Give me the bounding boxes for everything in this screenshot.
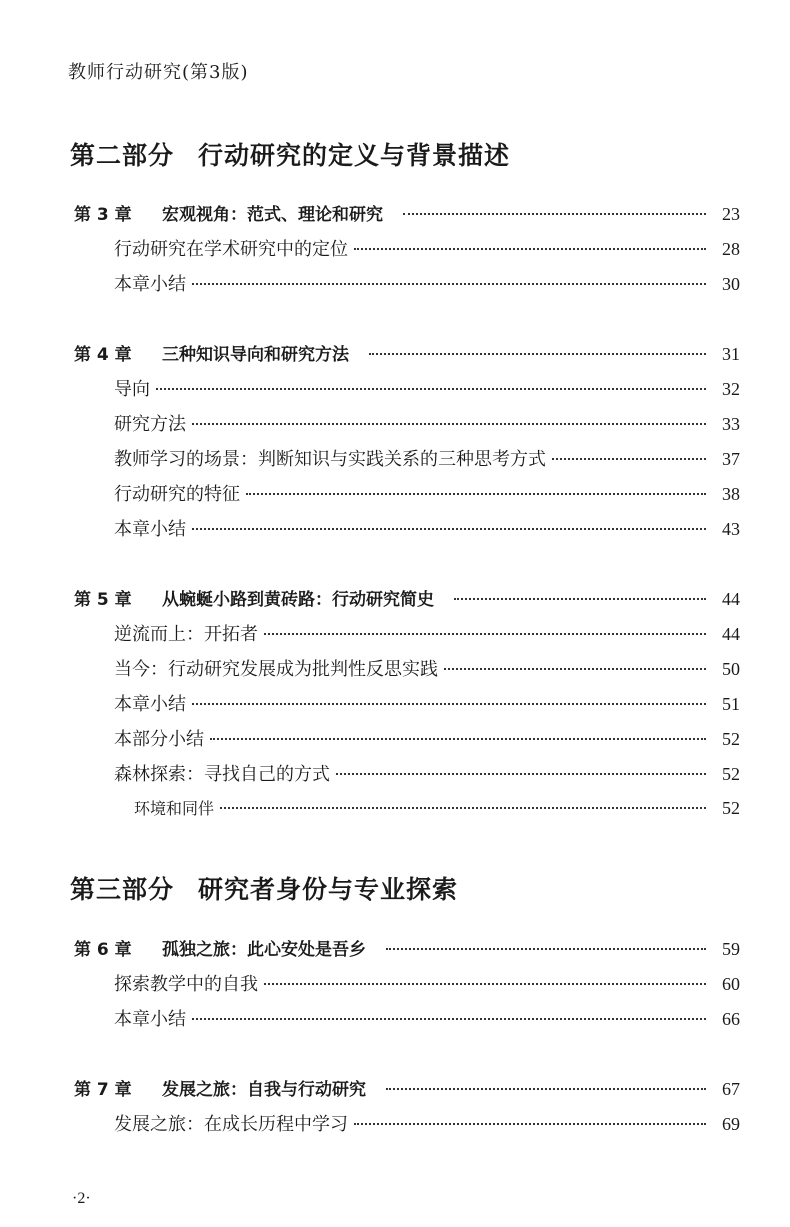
toc-chapter-row[interactable] bbox=[74, 200, 740, 230]
toc-section-row[interactable] bbox=[114, 480, 740, 510]
toc-chapter-row[interactable] bbox=[74, 585, 740, 615]
subsection-title: 环境和同伴 bbox=[134, 799, 215, 818]
dot-leader bbox=[220, 807, 706, 809]
page-number: 52 bbox=[722, 729, 740, 749]
section-title: 探索教学中的自我 bbox=[114, 974, 258, 995]
page-number: 43 bbox=[722, 519, 740, 539]
section-title: 导向 bbox=[114, 379, 150, 400]
section-title: 逆流而上：开拓者 bbox=[114, 624, 258, 645]
page-number: 37 bbox=[722, 449, 740, 469]
toc-section-row[interactable] bbox=[114, 620, 740, 650]
toc-section-row[interactable] bbox=[114, 410, 740, 440]
toc-chapter-label bbox=[74, 340, 349, 365]
dot-leader bbox=[192, 423, 706, 425]
toc-section-row[interactable] bbox=[114, 725, 740, 755]
part-number: 第二部分 bbox=[70, 141, 175, 170]
dot-leader bbox=[192, 283, 706, 285]
chapter-title: 从蜿蜒小路到黄砖路：行动研究简史 bbox=[162, 590, 434, 610]
section-title: 教师学习的场景：判断知识与实践关系的三种思考方式 bbox=[114, 449, 546, 470]
dot-leader bbox=[386, 1088, 706, 1090]
toc-section-row[interactable] bbox=[114, 655, 740, 685]
toc-section-row[interactable] bbox=[114, 515, 740, 545]
page-number: 28 bbox=[722, 239, 740, 259]
chapter-number: 第 7 章 bbox=[74, 1080, 132, 1100]
section-title: 本章小结 bbox=[114, 1009, 186, 1030]
running-head: 教师行动研究(第3版) bbox=[68, 62, 249, 83]
toc-chapter-row[interactable] bbox=[74, 935, 740, 965]
page-number: 30 bbox=[722, 274, 740, 294]
folio-page-number: ·2· bbox=[72, 1190, 91, 1207]
section-title: 研究方法 bbox=[114, 414, 186, 435]
toc-chapter-label bbox=[74, 1075, 366, 1100]
toc-section-row[interactable] bbox=[114, 235, 740, 265]
page-number: 52 bbox=[722, 764, 740, 784]
section-title: 本部分小结 bbox=[114, 729, 204, 750]
page-number: 67 bbox=[722, 1079, 740, 1099]
chapter-title: 孤独之旅：此心安处是吾乡 bbox=[162, 940, 366, 960]
page-number: 59 bbox=[722, 939, 740, 959]
toc-chapter-row[interactable] bbox=[74, 1075, 740, 1105]
dot-leader bbox=[192, 703, 706, 705]
dot-leader bbox=[386, 948, 706, 950]
page-number: 69 bbox=[722, 1114, 740, 1134]
toc-section-row[interactable] bbox=[114, 1110, 740, 1140]
page-number: 44 bbox=[722, 589, 740, 609]
dot-leader bbox=[210, 738, 706, 740]
dot-leader bbox=[454, 598, 706, 600]
section-title: 本章小结 bbox=[114, 274, 186, 295]
toc-section-row[interactable] bbox=[114, 445, 740, 475]
toc-section-row[interactable] bbox=[114, 375, 740, 405]
dot-leader bbox=[444, 668, 706, 670]
toc-chapter-row[interactable] bbox=[74, 340, 740, 370]
chapter-title: 宏观视角：范式、理论和研究 bbox=[162, 205, 383, 225]
page-number: 23 bbox=[722, 204, 740, 224]
toc-chapter-label bbox=[74, 585, 434, 610]
dot-leader bbox=[354, 248, 706, 250]
chapter-number: 第 5 章 bbox=[74, 590, 132, 610]
part-title: 研究者身份与专业探索 bbox=[198, 875, 459, 904]
part-title: 行动研究的定义与背景描述 bbox=[198, 141, 511, 170]
page-number: 52 bbox=[722, 798, 740, 818]
dot-leader bbox=[403, 213, 706, 215]
toc-chapter-label bbox=[74, 200, 383, 225]
page-number: 60 bbox=[722, 974, 740, 994]
dot-leader bbox=[246, 493, 706, 495]
part-number: 第三部分 bbox=[70, 875, 175, 904]
chapter-number: 第 4 章 bbox=[74, 345, 132, 365]
toc-subsection-row[interactable] bbox=[134, 796, 740, 826]
page-number: 38 bbox=[722, 484, 740, 504]
dot-leader bbox=[354, 1123, 706, 1125]
chapter-number: 第 6 章 bbox=[74, 940, 132, 960]
dot-leader bbox=[192, 528, 706, 530]
dot-leader bbox=[264, 633, 706, 635]
toc-section-row[interactable] bbox=[114, 270, 740, 300]
page-number: 44 bbox=[722, 624, 740, 644]
dot-leader bbox=[264, 983, 706, 985]
dot-leader bbox=[552, 458, 706, 460]
toc-section-row[interactable] bbox=[114, 690, 740, 720]
dot-leader bbox=[156, 388, 706, 390]
page-number: 33 bbox=[722, 414, 740, 434]
section-title: 发展之旅：在成长历程中学习 bbox=[114, 1114, 348, 1135]
part-heading bbox=[70, 136, 510, 172]
dot-leader bbox=[192, 1018, 706, 1020]
toc-section-row[interactable] bbox=[114, 760, 740, 790]
page-number: 50 bbox=[722, 659, 740, 679]
dot-leader bbox=[369, 353, 706, 355]
section-title: 行动研究的特征 bbox=[114, 484, 240, 505]
chapter-number: 第 3 章 bbox=[74, 205, 132, 225]
section-title: 本章小结 bbox=[114, 694, 186, 715]
page-number: 32 bbox=[722, 379, 740, 399]
section-title: 本章小结 bbox=[114, 519, 186, 540]
part-heading bbox=[70, 870, 458, 906]
toc-section-row[interactable] bbox=[114, 970, 740, 1000]
toc-chapter-label bbox=[74, 935, 366, 960]
toc-section-row[interactable] bbox=[114, 1005, 740, 1035]
chapter-title: 发展之旅：自我与行动研究 bbox=[162, 1080, 366, 1100]
section-title: 当今：行动研究发展成为批判性反思实践 bbox=[114, 659, 438, 680]
dot-leader bbox=[336, 773, 706, 775]
chapter-title: 三种知识导向和研究方法 bbox=[162, 345, 349, 365]
section-title: 森林探索：寻找自己的方式 bbox=[114, 764, 330, 785]
page-number: 31 bbox=[722, 344, 740, 364]
page-number: 66 bbox=[722, 1009, 740, 1029]
section-title: 行动研究在学术研究中的定位 bbox=[114, 239, 348, 260]
page-number: 51 bbox=[722, 694, 740, 714]
